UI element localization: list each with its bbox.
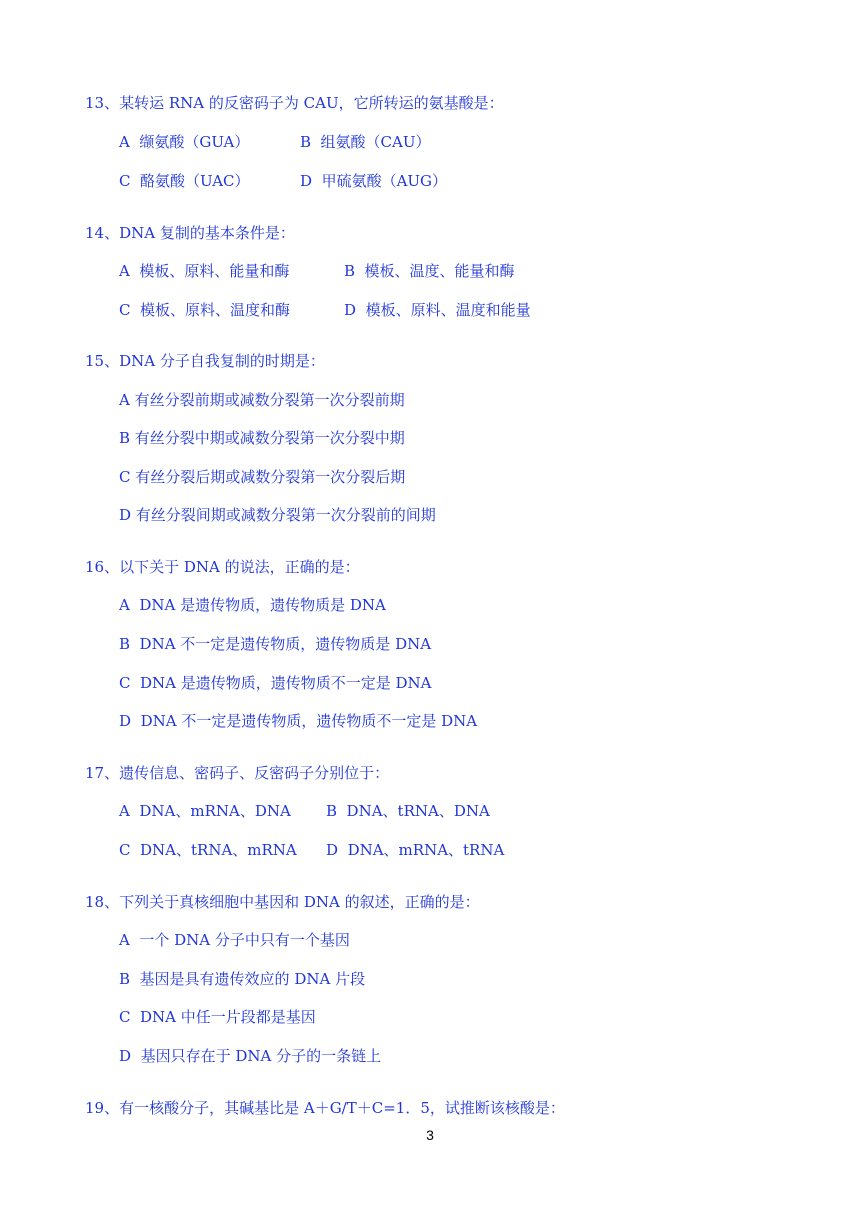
question-15-option-d: D 有丝分裂间期或减数分裂第一次分裂前的间期 bbox=[119, 506, 436, 524]
question-17-stem: 17、遗传信息、密码子、反密码子分别位于： bbox=[85, 764, 390, 782]
question-15-stem: 15、DNA 分子自我复制的时期是： bbox=[85, 352, 325, 370]
page-number: 3 bbox=[426, 1127, 434, 1143]
question-17-option-d: D DNA、mRNA、tRNA bbox=[326, 841, 505, 859]
question-16-option-c: C DNA 是遗传物质，遗传物质不一定是 DNA bbox=[119, 674, 432, 692]
question-17-option-b: B DNA、tRNA、DNA bbox=[326, 802, 490, 820]
question-13-option-d: D 甲硫氨酸（AUG） bbox=[300, 172, 448, 190]
question-19-stem: 19、有一核酸分子，其碱基比是 A＋G/T＋C=1．5，试推断该核酸是： bbox=[85, 1099, 565, 1117]
question-13-option-b: B 组氨酸（CAU） bbox=[300, 133, 431, 151]
question-16-option-d: D DNA 不一定是遗传物质，遗传物质不一定是 DNA bbox=[119, 712, 478, 730]
question-15-option-c: C 有丝分裂后期或减数分裂第一次分裂后期 bbox=[119, 468, 406, 486]
question-18-option-a: A 一个 DNA 分子中只有一个基因 bbox=[119, 931, 350, 949]
question-13-stem: 13、某转运 RNA 的反密码子为 CAU，它所转运的氨基酸是： bbox=[85, 94, 504, 112]
question-17-option-a: A DNA、mRNA、DNA bbox=[119, 802, 291, 820]
question-18-stem: 18、下列关于真核细胞中基因和 DNA 的叙述，正确的是： bbox=[85, 893, 480, 911]
question-15-option-b: B 有丝分裂中期或减数分裂第一次分裂中期 bbox=[119, 429, 405, 447]
question-16-option-a: A DNA 是遗传物质，遗传物质是 DNA bbox=[119, 596, 386, 614]
question-18-option-b: B 基因是具有遗传效应的 DNA 片段 bbox=[119, 970, 366, 988]
question-13-option-a: A 缬氨酸（GUA） bbox=[119, 133, 250, 151]
question-14-option-c: C 模板、原料、温度和酶 bbox=[119, 301, 291, 319]
question-15-option-a: A 有丝分裂前期或减数分裂第一次分裂前期 bbox=[119, 391, 405, 409]
question-13-option-c: C 酪氨酸（UAC） bbox=[119, 172, 250, 190]
question-18-option-c: C DNA 中任一片段都是基因 bbox=[119, 1008, 316, 1026]
question-14-option-d: D 模板、原料、温度和能量 bbox=[344, 301, 531, 319]
question-14-option-a: A 模板、原料、能量和酶 bbox=[119, 262, 290, 280]
question-17-option-c: C DNA、tRNA、mRNA bbox=[119, 841, 297, 859]
question-16-option-b: B DNA 不一定是遗传物质，遗传物质是 DNA bbox=[119, 635, 432, 653]
question-16-stem: 16、以下关于 DNA 的说法，正确的是： bbox=[85, 558, 360, 576]
question-18-option-d: D 基因只存在于 DNA 分子的一条链上 bbox=[119, 1047, 382, 1065]
question-14-option-b: B 模板、温度、能量和酶 bbox=[344, 262, 515, 280]
question-14-stem: 14、DNA 复制的基本条件是： bbox=[85, 224, 295, 242]
